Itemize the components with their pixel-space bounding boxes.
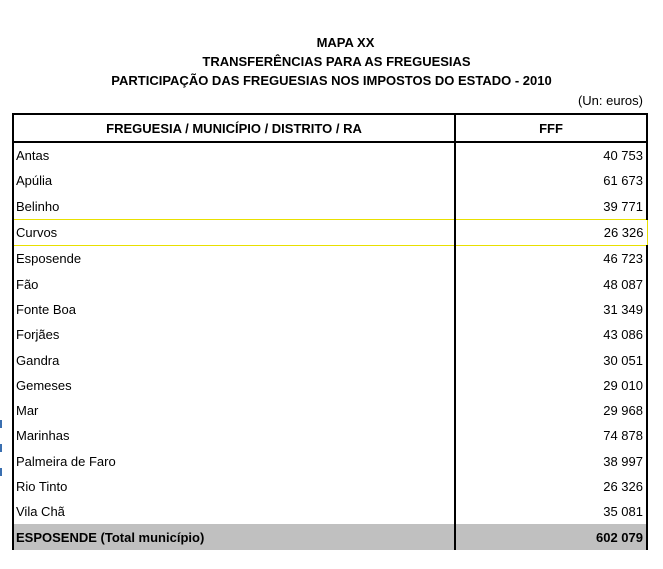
table-row — [13, 474, 647, 499]
fff-value: 46 723 — [455, 246, 647, 272]
table-row — [13, 297, 647, 322]
freguesia-name: Antas — [13, 142, 455, 168]
freguesia-name: Mar — [13, 398, 455, 423]
fff-value: 39 771 — [455, 194, 647, 220]
freguesia-name: Esposende — [13, 246, 455, 272]
fff-value: 35 081 — [455, 499, 647, 524]
freguesia-name: Palmeira de Faro — [13, 449, 455, 474]
table-row — [13, 499, 647, 524]
fff-value: 31 349 — [455, 297, 647, 322]
total-value: 602 079 — [455, 524, 647, 549]
fff-value: 30 051 — [455, 347, 647, 372]
fff-value: 61 673 — [455, 168, 647, 193]
table-row — [13, 347, 647, 372]
table-row — [13, 322, 647, 347]
freguesia-name: Fonte Boa — [13, 297, 455, 322]
map-title: MAPA XX — [316, 35, 375, 50]
report-subtitle: TRANSFERÊNCIAS PARA AS FREGUESIAS — [202, 54, 471, 69]
freguesias-table — [12, 113, 648, 550]
fff-value: 38 997 — [455, 449, 647, 474]
unit-note: (Un: euros) — [577, 93, 643, 108]
table-row — [13, 168, 647, 193]
freguesia-name: Rio Tinto — [13, 474, 455, 499]
freguesia-name: Gemeses — [13, 373, 455, 398]
margin-marks — [0, 420, 3, 520]
freguesia-name: Curvos — [13, 219, 455, 245]
table-row — [13, 246, 647, 272]
fff-value: 26 326 — [455, 219, 647, 245]
table-row — [13, 142, 647, 168]
table-header-row — [13, 114, 647, 142]
fff-value: 29 010 — [455, 373, 647, 398]
freguesia-name: Marinhas — [13, 423, 455, 448]
margin-mark — [0, 468, 2, 476]
freguesia-name: Fão — [13, 271, 455, 296]
freguesia-name: Belinho — [13, 194, 455, 220]
margin-mark — [0, 444, 2, 452]
fff-value: 74 878 — [455, 423, 647, 448]
freguesia-name: Forjães — [13, 322, 455, 347]
fff-value: 40 753 — [455, 142, 647, 168]
freguesia-name: Apúlia — [13, 168, 455, 193]
table-row — [13, 398, 647, 423]
fff-value: 48 087 — [455, 271, 647, 296]
table-row — [13, 373, 647, 398]
margin-mark — [0, 420, 2, 428]
freguesia-name: Gandra — [13, 347, 455, 372]
fff-value: 29 968 — [455, 398, 647, 423]
table-row — [13, 194, 647, 220]
column-header-fff: FFF — [455, 114, 647, 142]
total-label: ESPOSENDE (Total município) — [13, 524, 455, 549]
fff-value: 43 086 — [455, 322, 647, 347]
table-row — [13, 449, 647, 474]
table-row — [13, 423, 647, 448]
table-row — [13, 271, 647, 296]
table-row-highlighted[interactable] — [13, 219, 647, 245]
freguesia-name: Vila Chã — [13, 499, 455, 524]
column-header-freguesia: FREGUESIA / MUNICÍPIO / DISTRITO / RA — [13, 114, 455, 142]
report-title — [0, 33, 663, 90]
total-row — [13, 524, 647, 549]
fff-value: 26 326 — [455, 474, 647, 499]
report-description: PARTICIPAÇÃO DAS FREGUESIAS NOS IMPOSTOS DO ESTADO - 2010 — [111, 73, 552, 88]
